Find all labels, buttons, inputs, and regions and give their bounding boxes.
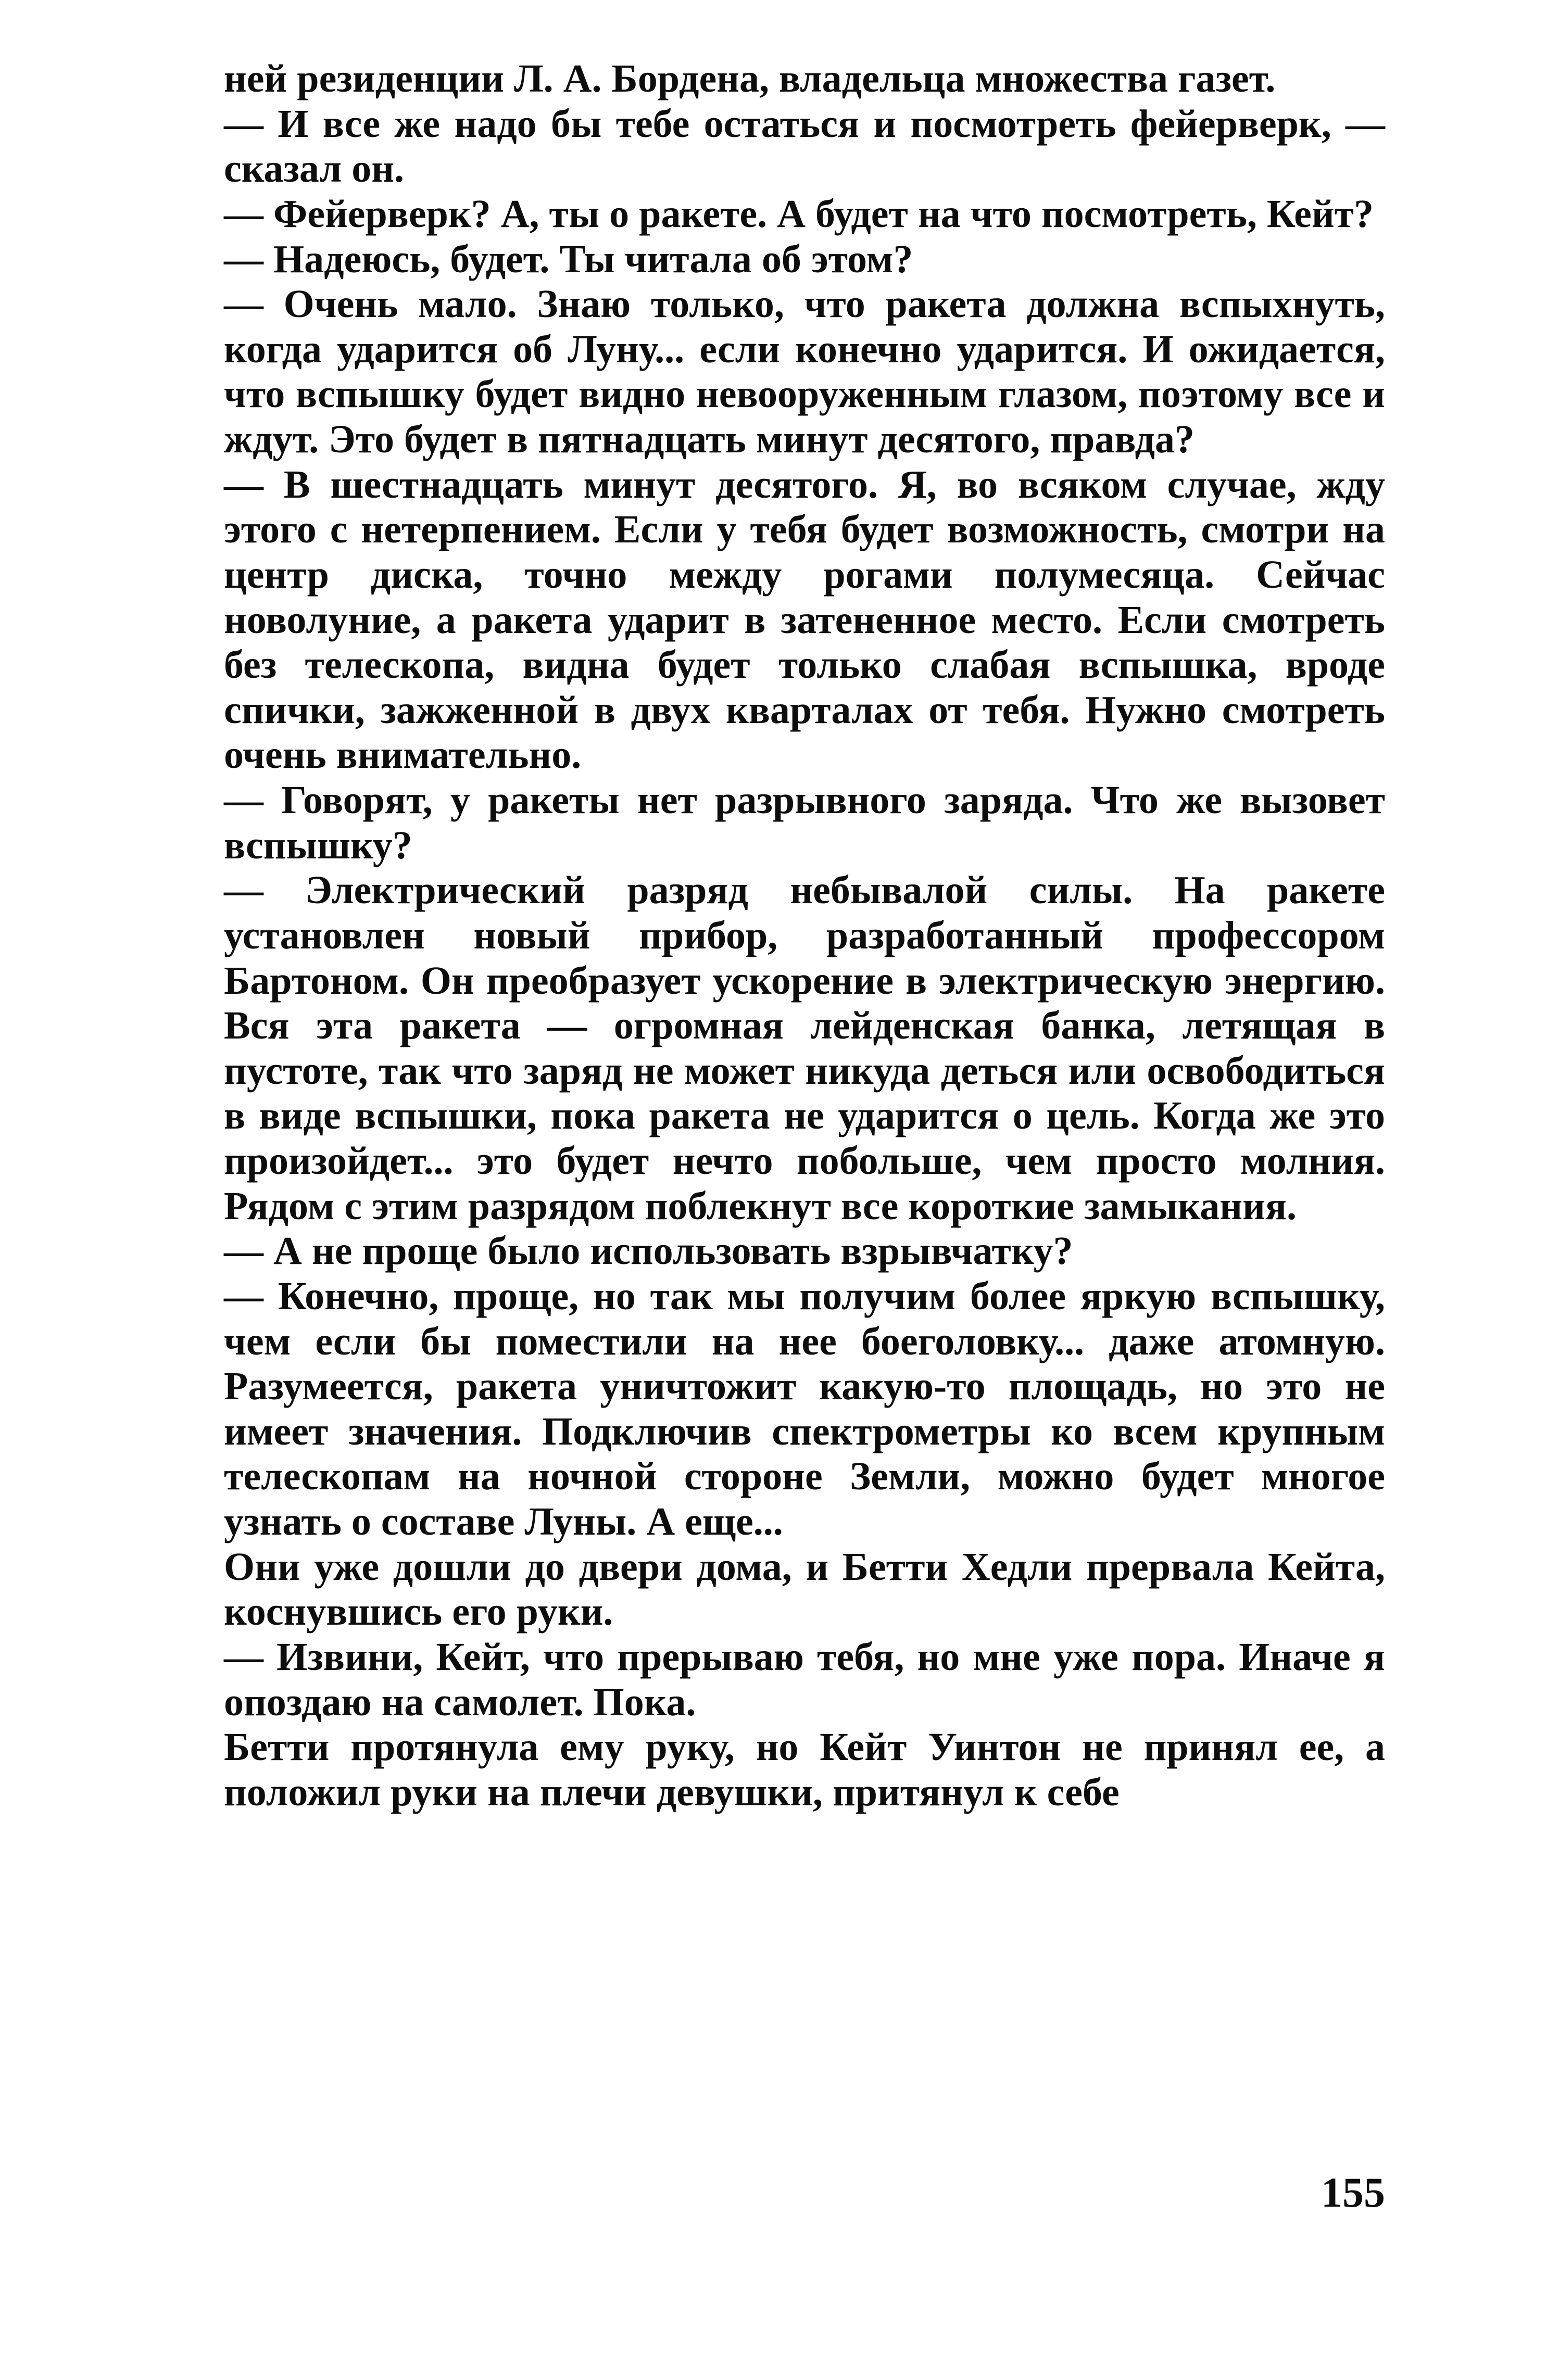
page-body-text xyxy=(224,56,1385,1815)
paragraph: — Надеюсь, будет. Ты читала об этом? xyxy=(224,237,913,281)
paragraph: — Фейерверк? А, ты о ракете. А будет на что посмотреть, Кейт? xyxy=(224,192,1374,236)
paragraph: ней резиденции Л. А. Бордена, владельца множества газет. xyxy=(224,57,1276,100)
paragraph: — А не проще было использовать взрывчатку? xyxy=(224,1229,1073,1273)
page-number: 155 xyxy=(1321,2169,1385,2216)
paragraph: — Говорят, у ракеты нет разрывного заряда. Что же вызовет вспышку? xyxy=(224,778,1385,867)
paragraph: Они уже дошли до двери дома, и Бетти Хедли прервала Кейта, коснувшись его руки. xyxy=(224,1545,1385,1634)
paragraph: — И все же надо бы тебе остаться и посмотреть фейерверк, — сказал он. xyxy=(224,102,1385,191)
paragraph: — В шестнадцать минут десятого. Я, во всяком случае, жду этого с нетерпением. Если у тебя будет возможность, смотри на центр диска, точно между рогами полумесяца. Сейчас новолуние, а ракета ударит в затененное место. Если смотреть без телескопа, видна будет только слабая вспышка, вроде спички, зажженной в двух кварталах от тебя. Нужно смотреть очень внимательно. xyxy=(224,462,1385,777)
paragraph: Бетти протянула ему руку, но Кейт Уинтон не принял ее, а положил руки на плечи девушки, притянул к себе xyxy=(224,1725,1385,1814)
paragraph: — Конечно, проще, но так мы получим более яркую вспышку, чем если бы поместили на нее боеголовку... даже атомную. Разумеется, ракета уничтожит какую-то площадь, но это не имеет значения. Подключив спектрометры ко всем крупным телескопам на ночной стороне Земли, можно будет многое узнать о составе Луны. А еще... xyxy=(224,1274,1385,1543)
paragraph: — Электрический разряд небывалой силы. На ракете установлен новый прибор, разработанный профессором Бартоном. Он преобразует ускорение в электрическую энергию. Вся эта ракета — огромная лейденская банка, летящая в пустоте, так что заряд не может никуда деться или освободиться в виде вспышки, пока ракета не ударится о цель. Когда же это произойдет... это будет нечто побольше, чем просто молния. Рядом с этим разрядом поблекнут все короткие замыкания. xyxy=(224,868,1385,1228)
paragraph: — Извини, Кейт, что прерываю тебя, но мне уже пора. Иначе я опоздаю на самолет. Пока. xyxy=(224,1635,1385,1724)
paragraph: — Очень мало. Знаю только, что ракета должна вспыхнуть, когда ударится об Луну... если конечно ударится. И ожидается, что вспышку будет видно невооруженным глазом, поэтому все и ждут. Это будет в пятнадцать минут десятого, правда? xyxy=(224,282,1385,461)
